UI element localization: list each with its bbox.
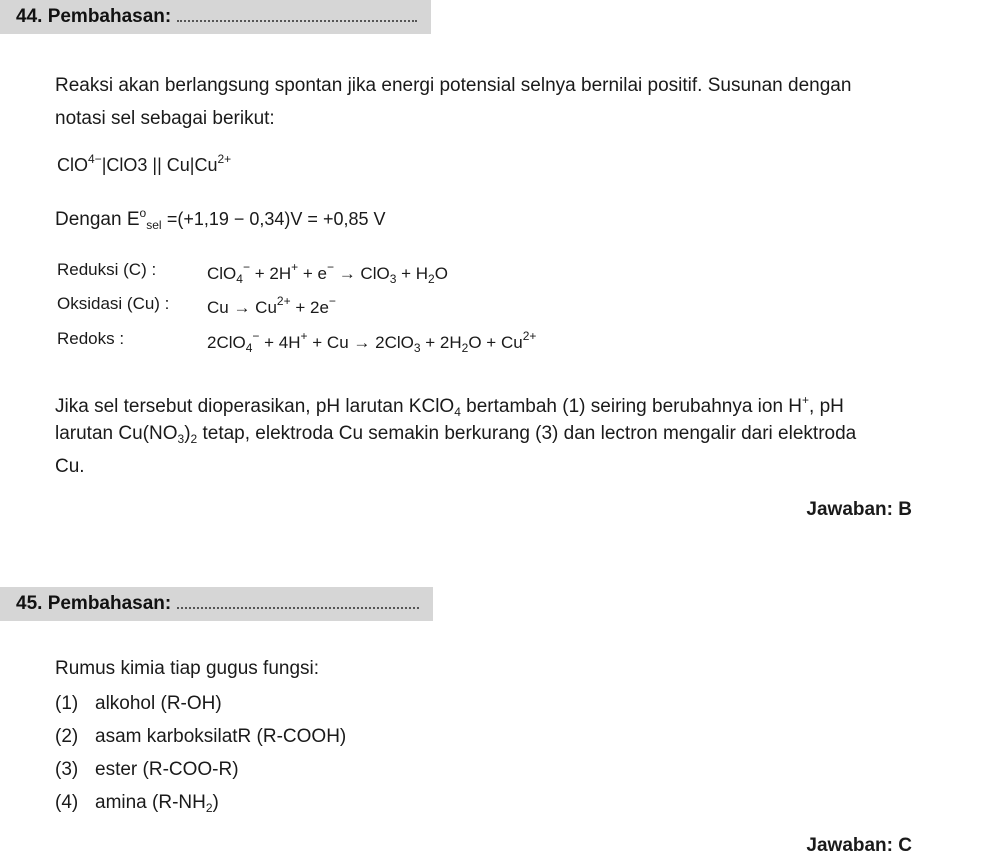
list-item: (1) alkohol (R-OH)	[55, 693, 222, 714]
leader-dots	[177, 20, 417, 22]
explanation-line-1: Jika sel tersebut dioperasikan, pH larutan KClO$_4$ bertambah (1) seiring berubahnya ion H+, pH	[55, 393, 844, 419]
intro-line-2: notasi sel sebagai berikut:	[55, 108, 275, 129]
reduction-equation: $ClO_4^- + 2H^+ + e^- \to ClO_3 + H_2O$	[207, 260, 448, 286]
explanation-line-3: Cu.	[55, 456, 85, 477]
section-45-header	[0, 587, 433, 621]
answer-45: Jawaban: C	[806, 835, 912, 856]
explanation-line-2: larutan $Cu(NO_3)_2$ tetap, elektroda Cu semakin berkurang (3) dan lectron mengalir dari elektroda	[55, 423, 857, 446]
list-item: (3) ester (R-COO-R)	[55, 759, 239, 780]
redox-label: Redoks :	[57, 329, 125, 348]
section-44-header	[0, 0, 431, 34]
section-45-title: 45. Pembahasan:	[16, 593, 172, 614]
functional-groups-intro: Rumus kimia tiap gugus fungsi:	[55, 658, 320, 679]
oxidation-equation: $Cu \to Cu^{2+} + 2e^-$	[207, 294, 336, 317]
redox-equation: $2ClO_4^- + 4H^+ + Cu \to 2ClO_3 + 2H_2O + Cu^{2+}$	[207, 329, 537, 355]
intro-line-1: Reaksi akan berlangsung spontan jika energi potensial selnya bernilai positif. Susunan dengan	[55, 75, 852, 96]
list-item: (4) amina $(R-NH_2)$	[55, 792, 219, 815]
section-44-title: 44. Pembahasan:	[16, 6, 172, 27]
leader-dots	[177, 607, 419, 609]
list-item: (2) asam karboksilatR (R-COOH)	[55, 726, 347, 747]
cell-notation: ClO$^{4-}$|ClO3 || $Cu|Cu^{2+}$	[57, 152, 232, 175]
reduction-label: Reduksi (C) :	[57, 260, 157, 279]
oxidation-label: Oksidasi (Cu) :	[57, 294, 170, 313]
answer-44: Jawaban: B	[806, 499, 912, 520]
ecell-equation: Dengan $E^o_{sel} =(+1,19 - 0,34)V = +0,85$ V	[55, 206, 386, 232]
